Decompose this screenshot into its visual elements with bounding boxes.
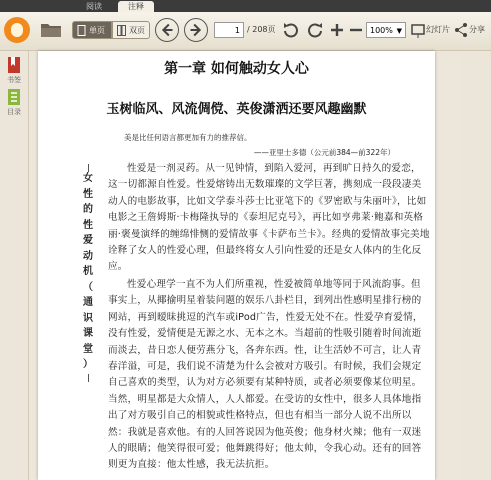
sidebar-item-bookmark[interactable] xyxy=(3,57,25,85)
tab-bar xyxy=(0,0,491,12)
sidebar-item-label: 目录 xyxy=(7,108,21,116)
zoom-select[interactable] xyxy=(366,22,406,38)
paragraph: 性爱是一剂灵药。从一见钟情，到陷入爱河，再到旷日持久的爱恋，这一切都源自性爱。性爱熔铸出无数璀璨的文学巨著，携刻成一段段凄美动人的电影故事，比如文学泰斗莎士比亚笔下的《罗密欧与朱丽叶》，比如电影之王詹姆斯·卡梅隆执导的《泰坦尼克号》，再比如亨弗莱·鲍嘉和英格丽·褒曼演绎的缠绵悱恻的爱情故事《卡萨布兰卡》。经典的爱情故事完美地诠释了女人的性爱心理，但最终将女人引向性爱的还是女人体内的生化反应。 xyxy=(108,163,430,273)
side-title-char: 堂 xyxy=(83,343,93,355)
side-title-char: 的 xyxy=(83,204,93,215)
zoom-out-icon[interactable] xyxy=(347,21,365,39)
side-title xyxy=(81,171,95,373)
rotate-right-icon[interactable] xyxy=(306,21,324,39)
double-page-button[interactable] xyxy=(112,21,150,39)
page-number-input[interactable]: 1 xyxy=(214,22,244,38)
tab-notes[interactable]: 注释 xyxy=(118,1,154,12)
epigraph: 美是比任何语言都更加有力的推荐信。 xyxy=(124,133,252,142)
single-page-icon xyxy=(77,25,86,36)
side-title-char: 课 xyxy=(83,328,93,339)
side-title-char: 动 xyxy=(83,250,93,262)
share-icon[interactable] xyxy=(454,21,468,39)
table-of-contents-icon xyxy=(7,89,21,105)
chevron-down-icon: ▼ xyxy=(396,27,402,35)
tab-reading[interactable]: 阅读 xyxy=(86,2,102,11)
sidebar xyxy=(0,51,29,480)
sidebar-item-label: 书签 xyxy=(7,76,21,84)
document-page xyxy=(38,51,435,480)
side-title-char: 识 xyxy=(83,312,93,324)
single-page-button[interactable] xyxy=(72,21,112,39)
sidebar-item-toc[interactable] xyxy=(3,89,25,117)
app-logo[interactable] xyxy=(4,17,30,43)
paragraph: 性爱心理学一直不为人们所重视，性爱被简单地等同于风流韵事。但事实上，从揶揄明星着装问题的娱乐八卦栏目，到列出性感明星排行榜的网站，再到暧昧挑逗的汽车或iPod广告，性爱无处不在。性爱孕育爱情，没有性爱，爱情便是无源之水、无本之木。当超前的性吸引随着时间流逝而淡去，昔日恋人便劳燕分飞，各奔东西。性，让生活妙不可言，让人青春洋溢，可是，我们说不清楚为什么会被对方吸引。有时候，我们会规定自己喜欢的类型，认为对方必须要有某种特质，或者必须要像某位明星。当然，明星都是大众情人，人人都爱。在受访的女性中，很多人具体地指出了对方吸引自己的相貌或性格特点，但也有相当一部分人说不出所以然：我就是喜欢他。有的人回答说因为他英俊；他身材火辣；他有一双迷人的眼睛；他笑得很可爱；他舞跳得好；他太帅，令我心动。还有的回答则更为直接：他太性感，我无法抗拒。 xyxy=(108,279,423,471)
epigraph-attribution: ——亚里士多德（公元前384—前322年） xyxy=(253,148,395,157)
toolbar xyxy=(0,12,491,51)
chapter-title: 第一章 如何触动女人心 xyxy=(164,61,309,77)
side-title-char: 性 xyxy=(83,188,93,200)
rotate-left-icon[interactable] xyxy=(282,21,300,39)
zoom-in-icon[interactable] xyxy=(328,21,346,39)
share-label[interactable]: 分享 xyxy=(469,25,485,34)
open-folder-icon[interactable] xyxy=(40,21,62,38)
side-title-char: 女 xyxy=(83,173,93,184)
page-total: / 208页 xyxy=(247,25,276,34)
next-page-icon[interactable] xyxy=(184,18,208,42)
slideshow-icon[interactable] xyxy=(411,21,425,39)
double-page-label: 双页 xyxy=(129,26,145,35)
double-page-icon xyxy=(117,25,126,36)
side-title-char: 通 xyxy=(83,297,93,308)
single-page-label: 单页 xyxy=(89,26,105,35)
side-title-char: 机 xyxy=(83,266,93,277)
section-title: 玉树临风、风流倜傥、英俊潇洒还要风趣幽默 xyxy=(106,102,367,117)
side-title-char: 爱 xyxy=(83,235,93,246)
zoom-value: 100% xyxy=(370,26,393,35)
side-title-char: ） xyxy=(83,359,93,370)
divider xyxy=(88,374,89,382)
slideshow-label[interactable]: 幻灯片 xyxy=(426,25,450,34)
bookmark-icon xyxy=(7,57,21,73)
previous-page-icon[interactable] xyxy=(155,18,179,42)
scrollbar-track[interactable] xyxy=(462,51,491,480)
side-title-char: （ xyxy=(83,281,93,293)
side-title-char: 性 xyxy=(83,219,93,231)
